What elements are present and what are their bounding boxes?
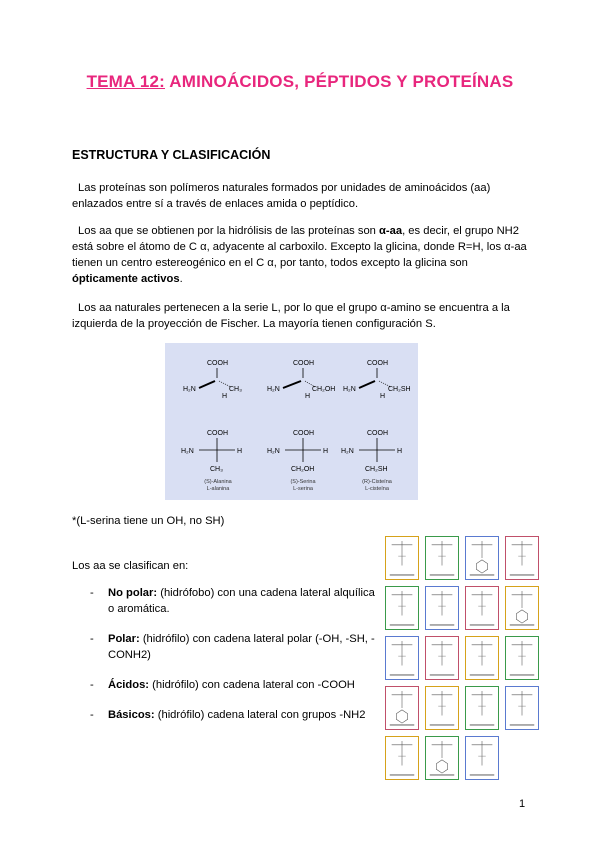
amino-acid-structures-grid <box>385 536 545 789</box>
amino-acid-structure-thumbnail <box>425 586 459 630</box>
h-label: H <box>222 393 228 400</box>
caption-alanina-s: (S)-Alanina <box>204 479 232 485</box>
amino-acid-structure-thumbnail <box>425 636 459 680</box>
amino-acid-structure-thumbnail <box>465 536 499 580</box>
h2n-label: H₂N <box>267 448 280 455</box>
title-rest: AMINOÁCIDOS, PÉPTIDOS Y PROTEÍNAS <box>165 72 514 91</box>
ch3-label: CH₃ <box>210 466 223 473</box>
ch2oh-label: CH₂OH <box>312 386 336 393</box>
term-alpha-aa: α-aa <box>379 225 403 237</box>
classification-list <box>72 585 382 737</box>
amino-acid-structure-thumbnail <box>385 736 419 780</box>
fischer-projection-figure <box>165 343 418 500</box>
h2n-label: H₂N <box>183 386 196 393</box>
list-item-no-polar: - No polar: (hidrófobo) con una cadena lateral alquílica o aromática. <box>90 587 375 615</box>
h-label: H <box>380 393 386 400</box>
amino-acid-structure-thumbnail <box>505 586 539 630</box>
cooh-label: COOH <box>207 430 228 437</box>
list-item-acidos: - Ácidos: (hidrófilo) con cadena lateral con -COOH <box>90 679 355 691</box>
amino-acid-structure-thumbnail <box>385 586 419 630</box>
amino-acid-structure-thumbnail <box>465 686 499 730</box>
h2n-label: H₂N <box>343 386 356 393</box>
page-number: 1 <box>519 798 526 810</box>
amino-acid-structure-thumbnail <box>505 636 539 680</box>
h2n-label: H₂N <box>267 386 280 393</box>
amino-acid-structure-thumbnail <box>465 586 499 630</box>
caption-alanina-l: L-alanina <box>206 486 230 492</box>
ch2sh-label: CH₂SH <box>365 466 388 473</box>
classification-intro: Los aa se clasifican en: <box>72 560 189 572</box>
amino-acid-structure-thumbnail <box>505 686 539 730</box>
term-opticamente-activos: ópticamente activos <box>72 273 180 285</box>
caption-serina-s: (S)-Serina <box>290 479 316 485</box>
serina-note: *(L-serina tiene un OH, no SH) <box>72 515 225 527</box>
ch3-label: CH₃ <box>229 386 242 393</box>
fischer-diagram <box>165 343 418 500</box>
cooh-label: COOH <box>367 360 388 367</box>
amino-acid-structure-thumbnail <box>425 736 459 780</box>
amino-acid-structure-thumbnail <box>505 536 539 580</box>
list-item-basicos: - Básicos: (hidrófilo) cadena lateral con grupos -NH2 <box>90 709 366 721</box>
amino-acid-structure-thumbnail <box>425 536 459 580</box>
cooh-label: COOH <box>293 430 314 437</box>
amino-acid-structure-thumbnail <box>385 636 419 680</box>
h-label: H <box>305 393 311 400</box>
page-title <box>0 72 600 92</box>
cooh-label: COOH <box>207 360 228 367</box>
cooh-label: COOH <box>293 360 314 367</box>
ch2sh-label: CH₂SH <box>388 386 411 393</box>
ch2oh-label: CH₂OH <box>291 466 315 473</box>
caption-cisteina-l: L-cisteína <box>365 486 389 492</box>
h-label: H <box>397 448 403 455</box>
title-prefix: TEMA 12: <box>86 72 165 91</box>
caption-serina-l: L-serina <box>293 486 313 492</box>
h-label: H <box>323 448 329 455</box>
paragraph-alpha-aa: Los aa que se obtienen por la hidrólisis de las proteínas son α-aa, es decir, el grupo NH2 está sobre el átomo de C α, adyacente al carboxilo. Excepto la glicina, donde R=H, los α-aa tienen un centro estereogénico en el C α, por tanto, todos excepto la glicina son ópticamente activos. <box>72 225 527 285</box>
paragraph-serie-l: Los aa naturales pertenecen a la serie L, por lo que el grupo α-amino se encuentra a la izquierda de la proyección de Fischer. La mayoría tienen configuración S. <box>72 302 510 330</box>
list-item-polar: - Polar: (hidrófilo) con cadena lateral polar (-OH, -SH, -CONH2) <box>90 633 375 661</box>
section-heading: ESTRUCTURA Y CLASIFICACIÓN <box>72 148 271 162</box>
amino-acid-structure-thumbnail <box>385 536 419 580</box>
amino-acid-structure-thumbnail <box>465 736 499 780</box>
paragraph-intro: Las proteínas son polímeros naturales formados por unidades de aminoácidos (aa) enlazados entre sí a través de enlaces amida o peptídico. <box>72 182 491 210</box>
h-label: H <box>237 448 243 455</box>
amino-acid-structure-thumbnail <box>425 686 459 730</box>
caption-cisteina-r: (R)-Cisteína <box>362 479 392 485</box>
amino-acid-structure-thumbnail <box>385 686 419 730</box>
h2n-label: H₂N <box>341 448 354 455</box>
amino-acid-structure-thumbnail <box>465 636 499 680</box>
h2n-label: H₂N <box>181 448 194 455</box>
cooh-label: COOH <box>367 430 388 437</box>
